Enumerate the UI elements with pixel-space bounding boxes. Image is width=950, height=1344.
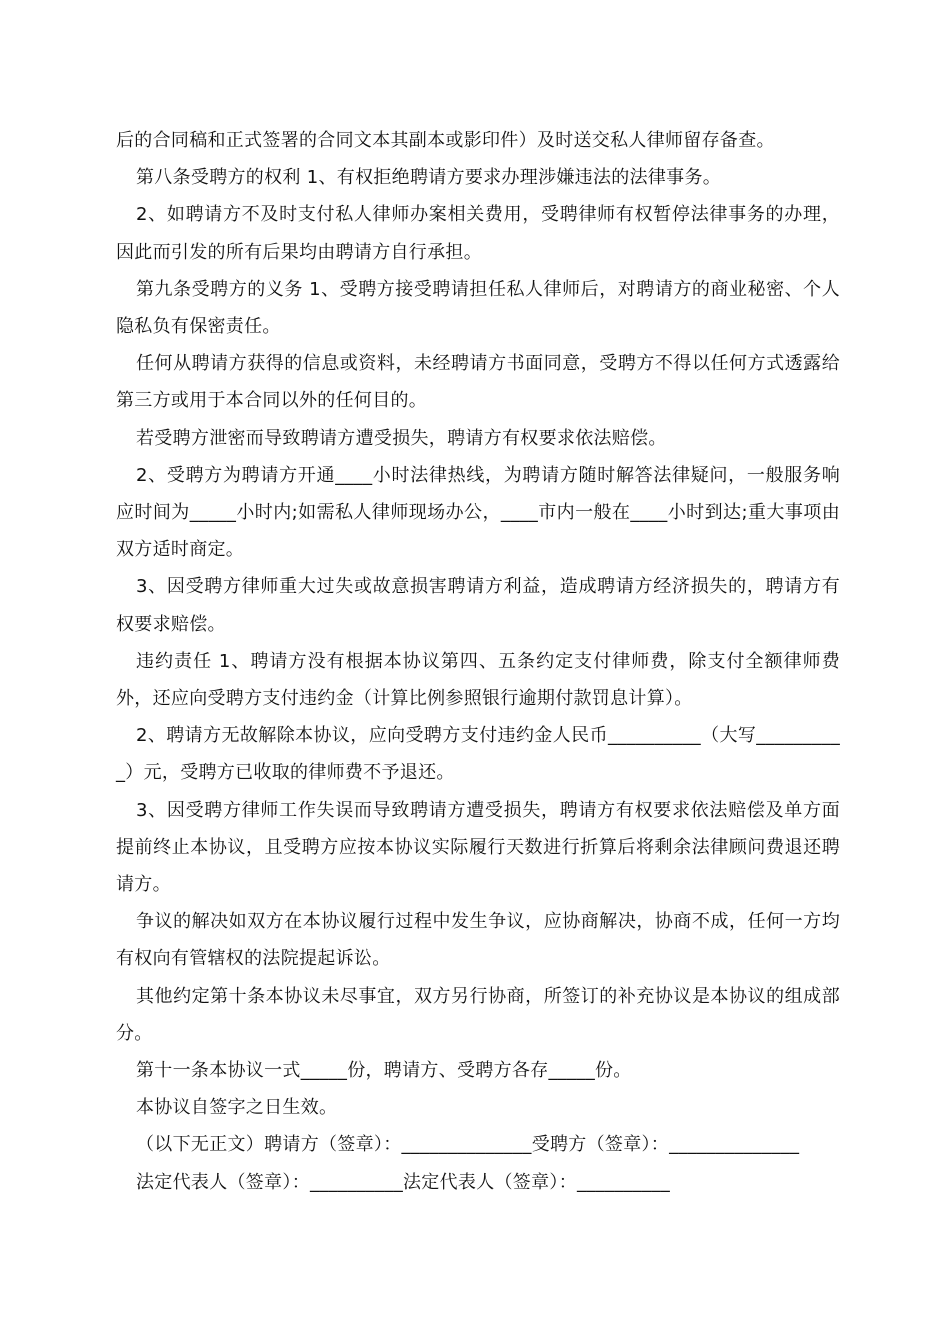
paragraph-8: 3、因受聘方律师重大过失或故意损害聘请方利益，造成聘请方经济损失的，聘请方有权要求赔偿。 — [116, 576, 840, 635]
paragraph-4: 第九条受聘方的义务 1、受聘方接受聘请担任私人律师后，对聘请方的商业秘密、个人隐私负有保密责任。 — [116, 278, 840, 338]
signature-line-1: （以下无正文）聘请方（签章）：______________受聘方（签章）：______________ — [136, 1134, 800, 1156]
document-body — [116, 122, 840, 1201]
paragraph-9: 违约责任 1、聘请方没有根据本协议第四、五条约定支付律师费，除支付全额律师费外，还应向受聘方支付违约金（计算比例参照银行逾期付款罚息计算）。 — [116, 650, 840, 710]
signature-line-2: 法定代表人（签章）：__________法定代表人（签章）：__________ — [136, 1171, 670, 1193]
paragraph-14: 第十一条本协议一式_____份，聘请方、受聘方各存_____份。 — [136, 1060, 632, 1082]
paragraph-11: 3、因受聘方律师工作失误而导致聘请方遭受损失，聘请方有权要求依法赔偿及单方面提前终止本协议，且受聘方应按本协议实际履行天数进行折算后将剩余法律顾问费退还聘请方。 — [116, 799, 840, 896]
paragraph-2: 第八条受聘方的权利 1、有权拒绝聘请方要求办理涉嫌违法的法律事务。 — [136, 167, 722, 189]
paragraph-1: 后的合同稿和正式签署的合同文本其副本或影印件）及时送交私人律师留存备查。 — [116, 130, 775, 151]
paragraph-5: 任何从聘请方获得的信息或资料，未经聘请方书面同意，受聘方不得以任何方式透露给第三方或用于本合同以外的任何目的。 — [116, 353, 840, 412]
paragraph-6: 若受聘方泄密而导致聘请方遭受损失，聘请方有权要求依法赔偿。 — [136, 427, 667, 449]
paragraph-15: 本协议自签字之日生效。 — [136, 1097, 338, 1119]
paragraph-12: 争议的解决如双方在本协议履行过程中发生争议，应协商解决，协商不成，任何一方均有权向有管辖权的法院提起诉讼。 — [116, 911, 840, 970]
paragraph-10: 2、聘请方无故解除本协议，应向受聘方支付违约金人民币__________（大写__________）元，受聘方已收取的律师费不予退还。 — [116, 725, 840, 784]
paragraph-13: 其他约定第十条本协议未尽事宜，双方另行协商，所签订的补充协议是本协议的组成部分。 — [116, 985, 840, 1044]
paragraph-3: 2、如聘请方不及时支付私人律师办案相关费用，受聘律师有权暂停法律事务的办理，因此而引发的所有后果均由聘请方自行承担。 — [116, 204, 840, 263]
paragraph-7: 2、受聘方为聘请方开通____小时法律热线，为聘请方随时解答法律疑问，一般服务响应时间为_____小时内;如需私人律师现场办公，____市内一般在____小时到达;重大事项由双方适时商定。 — [116, 464, 840, 561]
